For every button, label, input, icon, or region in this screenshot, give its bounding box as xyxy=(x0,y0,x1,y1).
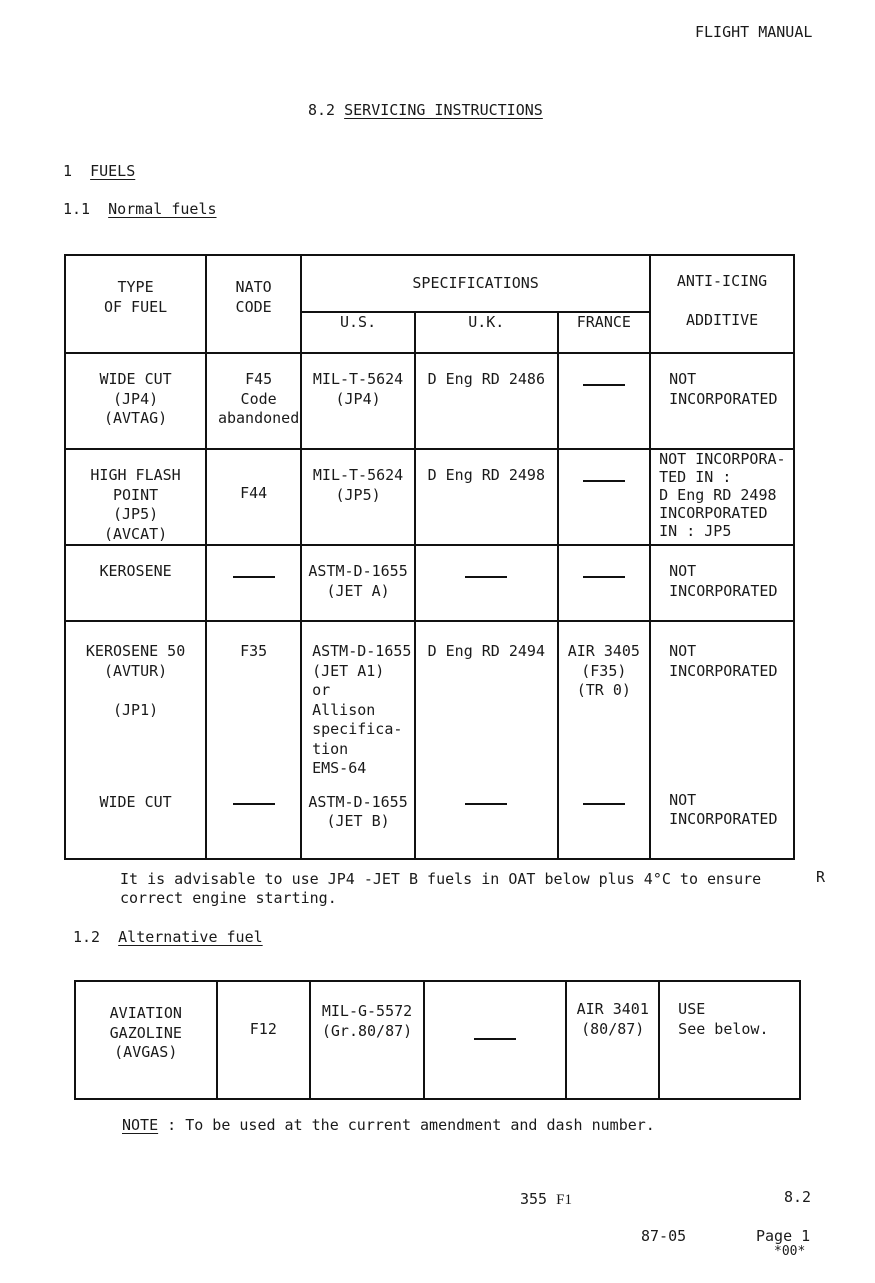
fuel-type: WIDE CUT xyxy=(65,779,206,859)
normal-fuels-table xyxy=(64,254,795,860)
nato-code: F45 Code abandoned xyxy=(206,353,301,449)
spec-uk: D Eng RD 2494 xyxy=(415,621,558,779)
header-france: FRANCE xyxy=(558,312,651,353)
fuel-type: KEROSENE 50 (AVTUR) (JP1) xyxy=(65,621,206,779)
dash-mark xyxy=(583,803,625,805)
table-row xyxy=(75,981,800,1099)
spec-us: ASTM-D-1655 (JET A) xyxy=(301,545,415,621)
heading-fuels: 1 FUELS xyxy=(63,162,136,180)
note-text: : To be used at the current amendment and dash number. xyxy=(158,1116,655,1134)
footer-revision: *00* xyxy=(774,1244,806,1259)
note-label: NOTE xyxy=(122,1116,159,1134)
footer-section: 8.2 xyxy=(784,1188,812,1206)
header-nato-code: NATO CODE xyxy=(206,255,301,353)
header-uk: U.K. xyxy=(415,312,558,353)
table-row xyxy=(65,353,794,449)
revision-mark: R xyxy=(816,868,826,886)
footer-model: 355 F1 xyxy=(520,1190,572,1208)
anti-icing: NOT INCORPORATED xyxy=(650,779,794,859)
header-anti-icing: ANTI-ICING ADDITIVE xyxy=(650,255,794,353)
nato-code: F35 xyxy=(206,621,301,779)
dash-mark xyxy=(583,384,625,386)
anti-icing: USE See below. xyxy=(659,981,800,1099)
nato-code xyxy=(206,779,301,859)
anti-icing: NOT INCORPORATED xyxy=(650,353,794,449)
header-us: U.S. xyxy=(301,312,415,353)
spec-uk: D Eng RD 2498 xyxy=(415,449,558,545)
nato-code: F12 xyxy=(217,981,311,1099)
fuel-type: HIGH FLASH POINT (JP5) (AVCAT) xyxy=(65,449,206,545)
advisory-text: It is advisable to use JP4 -JET B fuels in OAT below plus 4°C to ensure correct engine starting. xyxy=(120,870,762,907)
table-row xyxy=(65,779,794,859)
spec-uk xyxy=(424,981,566,1099)
fuel-type: KEROSENE xyxy=(65,545,206,621)
heading-alternative-fuel: 1.2 Alternative fuel xyxy=(73,928,263,946)
nato-code: F44 xyxy=(206,449,301,545)
header-specifications: SPECIFICATIONS xyxy=(301,255,650,312)
dash-mark xyxy=(583,576,625,578)
spec-us: MIL-T-5624 (JP4) xyxy=(301,353,415,449)
section-title: 8.2 SERVICING INSTRUCTIONS xyxy=(308,101,543,119)
section-title-text: SERVICING INSTRUCTIONS xyxy=(344,101,543,119)
table-row xyxy=(65,449,794,545)
spec-uk xyxy=(415,545,558,621)
spec-us: ASTM-D-1655 (JET B) xyxy=(301,779,415,859)
dash-mark xyxy=(465,803,507,805)
dash-mark xyxy=(465,576,507,578)
anti-icing: NOT INCORPORATED xyxy=(650,545,794,621)
heading-normal-fuels: 1.1 Normal fuels xyxy=(63,200,217,218)
spec-uk xyxy=(415,779,558,859)
anti-icing: NOT INCORPORA- TED IN : D Eng RD 2498 INCORPORATED IN : JP5 xyxy=(650,449,794,545)
dash-mark xyxy=(233,576,275,578)
dash-mark xyxy=(474,1038,516,1040)
spec-france xyxy=(558,449,651,545)
footer-page: Page 1 xyxy=(756,1227,811,1245)
spec-us: ASTM-D-1655 (JET A1) or Allison specifica- tion EMS-64 xyxy=(301,621,415,779)
dash-mark xyxy=(233,803,275,805)
spec-france xyxy=(558,545,651,621)
spec-france xyxy=(558,353,651,449)
fuel-type: WIDE CUT (JP4) (AVTAG) xyxy=(65,353,206,449)
spec-france: AIR 3401 (80/87) xyxy=(566,981,659,1099)
spec-us: MIL-T-5624 (JP5) xyxy=(301,449,415,545)
table-row xyxy=(65,621,794,779)
table-row xyxy=(65,545,794,621)
nato-code xyxy=(206,545,301,621)
spec-france: AIR 3405 (F35) (TR 0) xyxy=(558,621,651,779)
fuel-type: AVIATION GAZOLINE (AVGAS) xyxy=(75,981,217,1099)
footer-date: 87-05 xyxy=(641,1227,687,1245)
note xyxy=(122,1116,655,1135)
header-type-of-fuel: TYPE OF FUEL xyxy=(65,255,206,353)
spec-uk: D Eng RD 2486 xyxy=(415,353,558,449)
manual-header: FLIGHT MANUAL xyxy=(695,23,813,41)
spec-france xyxy=(558,779,651,859)
anti-icing: NOT INCORPORATED xyxy=(650,621,794,779)
spec-us: MIL-G-5572 (Gr.80/87) xyxy=(310,981,424,1099)
dash-mark xyxy=(583,480,625,482)
alternative-fuel-table xyxy=(74,980,801,1100)
